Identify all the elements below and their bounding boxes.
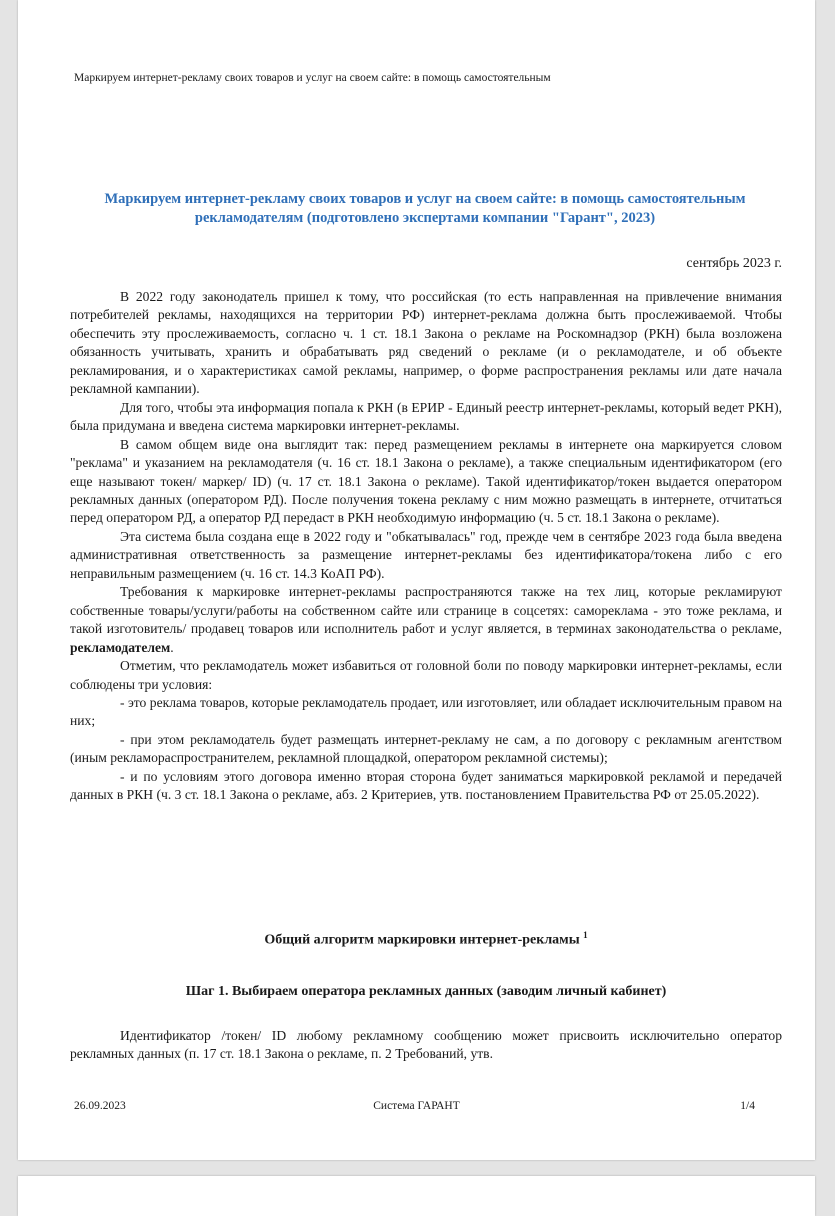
footnote-ref[interactable]: 1 [583,930,588,940]
section-heading [70,930,782,949]
document-date: сентябрь 2023 г. [686,256,782,271]
footer-date: 26.09.2023 [74,1100,126,1112]
next-page-edge [18,1176,815,1216]
footer-page-number: 1/4 [740,1100,755,1112]
bold-term: рекламодателем [70,639,171,655]
paragraph: В самом общем виде она выглядит так: перед размещением рекламы в интернете она маркируется словом "реклама" и указанием на рекламодателя (ч. 16 ст. 18.1 Закона о рекламе), а также специальным идентификатором (его еще называют токен/ маркер/ ID) (ч. 17 ст. 18.1 Закона о рекламе). Такой идентификатор/токен выдается оператором рекламных данных (оператором РД). После получения токена рекламу с ним можно размещать в интернете, отчитаться перед оператором РД, а оператор РД передаст в РКН необходимую информацию (ч. 5 ст. 18.1 Закона о рекламе). [70,436,782,526]
paragraph: В 2022 году законодатель пришел к тому, что российская (то есть направленная на привлечение внимания потребителей рекламы, находящихся на территории РФ) интернет-реклама должна быть прослеживаемой. Чтобы обеспечить эту прослеживаемость, согласно ч. 1 ст. 18.1 Закона о рекламе на Роскомнадзор (РКН) была возложена обязанность учитывать, хранить и обрабатывать ряд сведений о рекламе (и о рекламодателе, и об объекте рекламирования, и о характеристиках самой рекламы, например, о форме распространения рекламы или дате начала рекламной кампании). [70,289,782,397]
list-item: - и по условиям этого договора именно вторая сторона будет заниматься маркировкой рекламой и передачей данных в РКН (ч. 3 ст. 18.1 Закона о рекламе, абз. 2 Критериев, утв. постановлением Правительства РФ от 25.05.2022). [70,768,782,803]
list-item: - при этом рекламодатель будет размещать интернет-рекламу не сам, а по договору с рекламным агентством (иным рекламораспространителем, рекламной площадкой, оператором рекламной системы); [70,731,782,766]
running-header: Маркируем интернет-рекламу своих товаров и услуг на своем сайте: в помощь самостоятельным [74,72,551,84]
paragraph [70,583,782,657]
paragraph: Для того, чтобы эта информация попала к РКН (в ЕРИР - Единый реестр интернет-рекламы, который ведет РКН), была придумана и введена система маркировки интернет-рекламы. [70,399,782,434]
list-item: - это реклама товаров, которые рекламодатель продает, или изготовляет, или обладает исключительным правом на них; [70,694,782,729]
step-heading: Шаг 1. Выбираем оператора рекламных данных (заводим личный кабинет) [185,984,667,999]
paragraph: Идентификатор /токен/ ID любому рекламному сообщению может присвоить исключительно оператор рекламных данных (п. 17 ст. 18.1 Закона о рекламе, п. 2 Требований, утв. [70,1028,782,1062]
document-page [18,0,815,1160]
footer-system: Система ГАРАНТ [373,1100,460,1112]
paragraph-text: Требования к маркировке интернет-рекламы распространяются также на тех лиц, которые рекламируют собственные товары/услуги/работы на собственном сайте или странице в соцсетях: самореклама - это тоже реклама, и такой изготовитель/ продавец товаров или исполнитель работ и услуг является, в терминах законодательства о рекламе, [70,584,782,637]
paragraph-end: . [170,639,174,655]
paragraph: Эта система была создана еще в 2022 году и "обкатывалась" год, прежде чем в сентябре 2023 года была введена административная ответственность за размещение интернет-рекламы без идентификатора/токена либо с его неправильным размещением (ч. 16 ст. 14.3 КоАП РФ). [70,528,782,581]
paragraph: Отметим, что рекламодатель может избавиться от головной боли по поводу маркировки интернет-рекламы, если соблюдены три условия: [70,658,782,692]
document-title: Маркируем интернет-рекламу своих товаров и услуг на своем сайте: в помощь самостоятельным рекламодателям (подготовлено экспертами компании "Гарант", 2023) [104,191,746,226]
step-body [70,1027,782,1064]
document-body [70,288,782,805]
section-heading-text: Общий алгоритм маркировки интернет-рекламы [264,932,580,948]
